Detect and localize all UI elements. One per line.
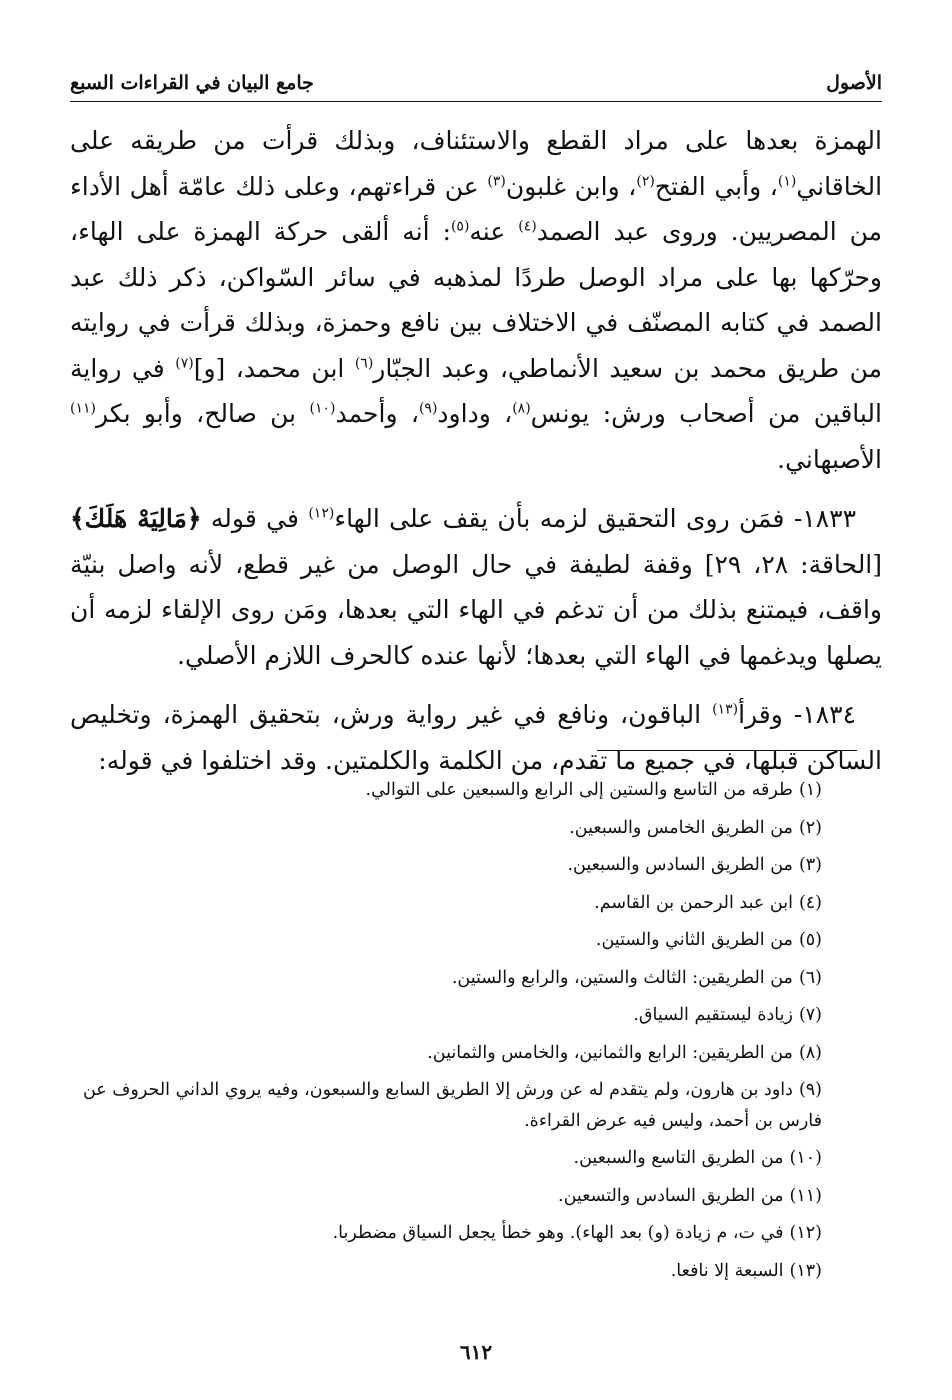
text-run: بن صالح، وأبو بكر	[95, 399, 310, 428]
footnote-number: (٨)	[798, 1042, 822, 1063]
header-rule	[70, 101, 882, 102]
footnote-number: (٣)	[798, 855, 822, 875]
footnote-ref: (٣)	[487, 173, 506, 190]
paragraph-1833	[70, 496, 882, 678]
text-run: الهمزة بعدها على مراد القطع والاستئناف، وبذلك قرأت من طريقه على الخاقاني	[70, 126, 883, 201]
footnote-number: (٦)	[798, 967, 822, 988]
footnote	[70, 1253, 822, 1291]
header-section: الأصول	[826, 72, 882, 94]
footnote-text: من الطريقين: الثالث والستين، والرابع والستين.	[451, 967, 793, 988]
footnote	[70, 922, 822, 960]
footnote-ref: (٢)	[636, 173, 655, 190]
footnote-ref: (١٢)	[308, 505, 335, 522]
footnote-number: (١٢)	[789, 1223, 822, 1243]
footnote-ref: (١٣)	[712, 701, 739, 718]
footnote-text: زيادة ليستقيم السياق.	[633, 1005, 793, 1025]
paragraph-1834	[70, 692, 882, 783]
footnote-separator	[597, 750, 857, 751]
text-run: ، وأحمد	[335, 399, 419, 428]
footnote-text: من الطريق الخامس والسبعين.	[569, 817, 793, 838]
footnote-number: (٥)	[798, 930, 822, 950]
footnote	[70, 772, 822, 810]
footnote	[70, 997, 822, 1035]
text-run: عنه	[469, 217, 519, 246]
footnote-ref: (٥)	[450, 218, 470, 235]
footnote	[70, 1178, 822, 1216]
footnote-ref: (٧)	[175, 355, 194, 372]
text-run: ، وابن غلبون	[505, 171, 637, 201]
footnote-text: السبعة إلا نافعا.	[670, 1260, 784, 1281]
footnote-number: (٢)	[798, 817, 822, 838]
text-run: ١٨٣٤- وقرأ	[738, 700, 856, 729]
header-book-title: جامع البيان في القراءات السبع	[70, 72, 314, 94]
footnote-ref: (٦)	[354, 355, 374, 372]
footnote	[70, 1035, 822, 1073]
footnote-ref: (٩)	[418, 400, 438, 417]
footnote	[70, 810, 822, 848]
text-run: ابن محمد، [و]	[193, 353, 355, 383]
text-run: ، وداود	[437, 399, 513, 428]
footnote	[70, 847, 822, 885]
footnote-number: (١٣)	[789, 1260, 822, 1281]
text-run: في رواية الباقين من أصحاب ورش: يونس	[70, 353, 882, 428]
footnote-text: من الطريقين: الرابع والثمانين، والخامس والثمانين.	[427, 1042, 793, 1063]
footnote-text: طرقه من التاسع والستين إلى الرابع والسبعين على التوالي.	[365, 780, 793, 800]
text-run: في قوله	[201, 504, 309, 533]
text-run: الأصبهاني.	[777, 444, 882, 474]
footnote-number: (٤)	[798, 892, 822, 913]
quran-quote: ﴿مَالِيَهْ هَلَكَ﴾	[70, 504, 202, 533]
footnote	[70, 1215, 822, 1253]
footnote-number: (١)	[798, 780, 822, 800]
footnote-number: (٧)	[798, 1005, 822, 1025]
footnote-text: من الطريق التاسع والسبعين.	[573, 1148, 784, 1168]
footnote	[70, 1140, 822, 1178]
footnote-number: (١٠)	[789, 1148, 822, 1168]
text-run: [الحاقة: ٢٨، ٢٩] وقفة لطيفة في حال الوصل من غير قطع، لأنه واصل بنيّة واقف، فيمتنع بذلك من أن تدغم في الهاء التي بعدها، ومَن روى الإلقاء لزمه أن يصلها ويدغمها في الهاء التي بعدها؛ لأنها عنده كالحرف اللازم الأصلي.	[70, 549, 883, 670]
text-run: ، وأبي الفتح	[654, 171, 778, 201]
footnote-text: من الطريق السادس والتسعين.	[558, 1185, 784, 1206]
footnotes	[70, 772, 822, 1290]
page-number: ٦١٢	[459, 1340, 493, 1364]
footnote-ref: (١٠)	[309, 400, 336, 417]
paragraph-1	[70, 118, 882, 482]
text-run: عن قراءتهم، وعلى ذلك عامّة أهل الأداء من المصريين. وروى عبد الصمد	[70, 171, 883, 246]
footnote-text: من الطريق السادس والسبعين.	[567, 855, 793, 875]
footnote-text: داود بن هارون، ولم يتقدم له عن ورش إلا الطريق السابع والسبعون، وفيه يروي الداني الحروف عن فارس بن أحمد، وليس فيه عرض القراءة.	[82, 1080, 822, 1131]
footnote	[70, 885, 822, 923]
footnote	[70, 1072, 822, 1140]
footnote-text: في ت، م زيادة (و) بعد الهاء). وهو خطأ يجعل السياق مضطربا.	[332, 1223, 784, 1243]
text-run: : أنه ألقى حركة الهمزة على الهاء، وحرّكها بها على مراد الوصل طردًا لمذهبه في سائر السّواكن، ذكر ذلك عبد الصمد في كتابه المصنّف في الاختلاف بين نافع وحمزة، وبذلك قرأت في روايته من طريق محمد بن سعيد الأنماطي، وعبد الجبّار	[70, 217, 882, 383]
text-run: ١٨٣٣- فمَن روى التحقيق لزمه بأن يقف على الهاء	[334, 504, 856, 533]
footnote	[70, 960, 822, 998]
text-run: الباقون، ونافع في غير رواية ورش، بتحقيق الهمزة، وتخليص الساكن قبلها، في جميع ما تقدم، من الكلمة والكلمتين. وقد اختلفوا في قوله:	[70, 700, 882, 775]
running-header	[70, 60, 882, 94]
footnote-number: (٩)	[798, 1080, 822, 1100]
footnote-ref: (١)	[777, 173, 797, 190]
footnote-ref: (١١)	[70, 400, 96, 417]
footnote-text: ابن عبد الرحمن بن القاسم.	[594, 892, 793, 913]
footnote-number: (١١)	[789, 1185, 822, 1206]
footnote-ref: (٤)	[518, 218, 537, 235]
footnote-ref: (٨)	[512, 400, 531, 417]
main-text	[70, 118, 882, 783]
footnote-text: من الطريق الثاني والستين.	[595, 930, 793, 950]
